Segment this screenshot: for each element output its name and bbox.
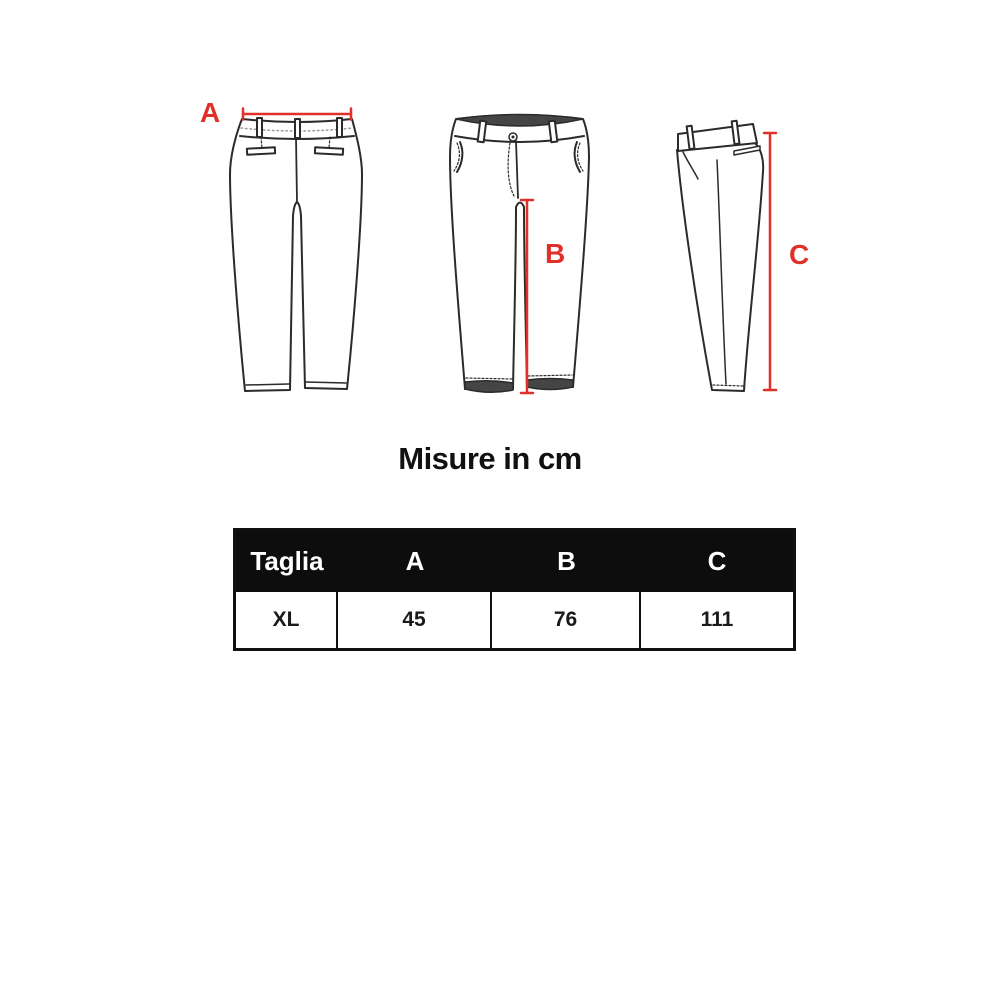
cell-measure-a: 45 [338,592,492,648]
button-center [512,136,515,139]
belt-loop [295,119,300,138]
pants-front-view-drawing [446,110,591,398]
measure-arrow-a [240,107,354,121]
size-table-data-row [236,592,793,648]
hem-line [246,384,289,385]
header-cell-b: B [557,546,576,576]
measure-line-c [764,133,776,390]
hem-line [306,382,346,383]
hem-inside-shade [527,379,573,390]
pants-side-outline [677,143,763,391]
center-back-seam [296,137,297,202]
back-pocket [315,147,343,154]
belt-loop [478,121,487,143]
cell-size: XL [236,592,338,648]
header-cell-c: C [707,546,727,576]
measure-label-a: A [200,97,221,128]
hem-inside-shade [465,381,513,393]
measure-label-b: B [545,238,566,269]
cell-measure-c: 111 [700,608,734,631]
size-table [233,528,796,651]
belt-loop [549,121,558,143]
back-pocket [247,147,275,154]
header-cell-taglia: Taglia [250,546,324,576]
cell-measure-b: 76 [492,592,641,648]
page-title: Misure in cm [398,441,582,476]
measure-label-c: C [789,239,810,270]
pants-back-view-drawing [224,116,364,398]
header-cell-a: A [405,546,425,576]
size-table-header-row [236,531,793,592]
pants-front-outline [450,115,589,389]
